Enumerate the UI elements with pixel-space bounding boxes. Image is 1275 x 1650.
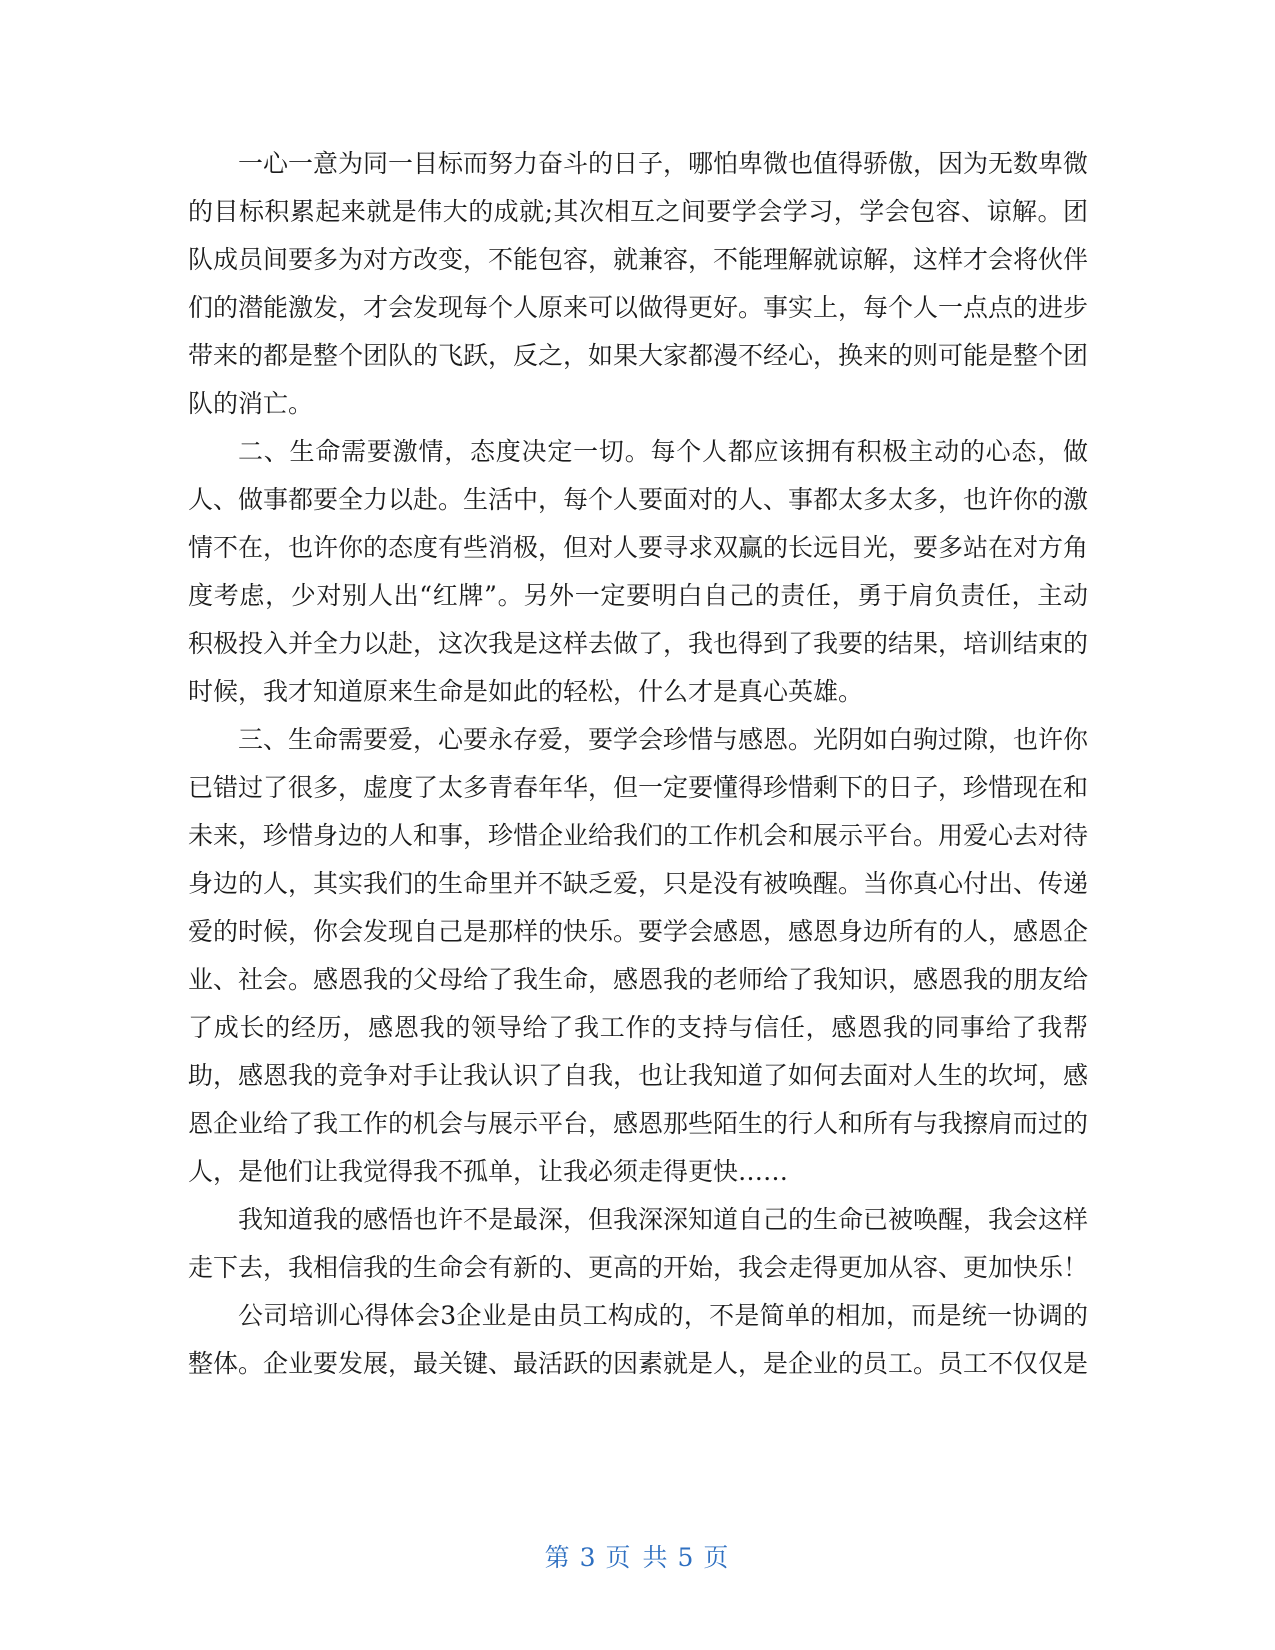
document-body: [188, 140, 1088, 1388]
paragraph-passion-attitude: 二、生命需要激情，态度决定一切。每个人都应该拥有积极主动的心态，做人、做事都要全力以赴。生活中，每个人要面对的人、事都太多太多，也许你的激情不在，也许你的态度有些消极，但对人要寻求双赢的长远目光，要多站在对方角度考虑，少对别人出“红牌”。另外一定要明白自己的责任，勇于肩负责任，主动积极投入并全力以赴，这次我是这样去做了，我也得到了我要的结果，培训结束的时候，我才知道原来生命是如此的轻松，什么才是真心英雄。: [188, 437, 1089, 706]
footer-current-page: 3: [579, 1543, 598, 1572]
footer-total-pages: 5: [677, 1543, 696, 1572]
footer-middle: 页 共: [605, 1543, 670, 1572]
page-footer: [0, 1538, 1275, 1574]
paragraph-team-growth: 一心一意为同一目标而努力奋斗的日子，哪怕卑微也值得骄傲，因为无数卑微的目标积累起来就是伟大的成就;其次相互之间要学会学习，学会包容、谅解。团队成员间要多为对方改变，不能包容，就兼容，不能理解就谅解，这样才会将伙伴们的潜能激发，才会发现每个人原来可以做得更好。事实上，每个人一点点的进步带来的都是整个团队的飞跃，反之，如果大家都漫不经心，换来的则可能是整个团队的消亡。: [188, 149, 1089, 418]
paragraph-love-gratitude: 三、生命需要爱，心要永存爱，要学会珍惜与感恩。光阴如白驹过隙，也许你已错过了很多，虚度了太多青春年华，但一定要懂得珍惜剩下的日子，珍惜现在和未来，珍惜身边的人和事，珍惜企业给我们的工作机会和展示平台。用爱心去对待身边的人，其实我们的生命里并不缺乏爱，只是没有被唤醒。当你真心付出、传递爱的时候，你会发现自己是那样的快乐。要学会感恩，感恩身边所有的人，感恩企业、社会。感恩我的父母给了我生命，感恩我的老师给了我知识，感恩我的朋友给了成长的经历，感恩我的领导给了我工作的支持与信任，感恩我的同事给了我帮助，感恩我的竞争对手让我认识了自我，也让我知道了如何去面对人生的坎坷，感恩企业给了我工作的机会与展示平台，感恩那些陌生的行人和所有与我擦肩而过的人，是他们让我觉得我不孤单，让我必须走得更快……: [188, 725, 1089, 1186]
paragraph-awakening: 我知道我的感悟也许不是最深，但我深深知道自己的生命已被唤醒，我会这样走下去，我相信我的生命会有新的、更高的开始，我会走得更加从容、更加快乐！: [188, 1205, 1089, 1282]
footer-suffix: 页: [703, 1543, 731, 1572]
footer-prefix: 第: [544, 1543, 572, 1572]
paragraph-training-3: 公司培训心得体会3企业是由员工构成的，不是简单的相加，而是统一协调的整体。企业要发展，最关键、最活跃的因素就是人，是企业的员工。员工不仅仅是: [188, 1301, 1089, 1378]
